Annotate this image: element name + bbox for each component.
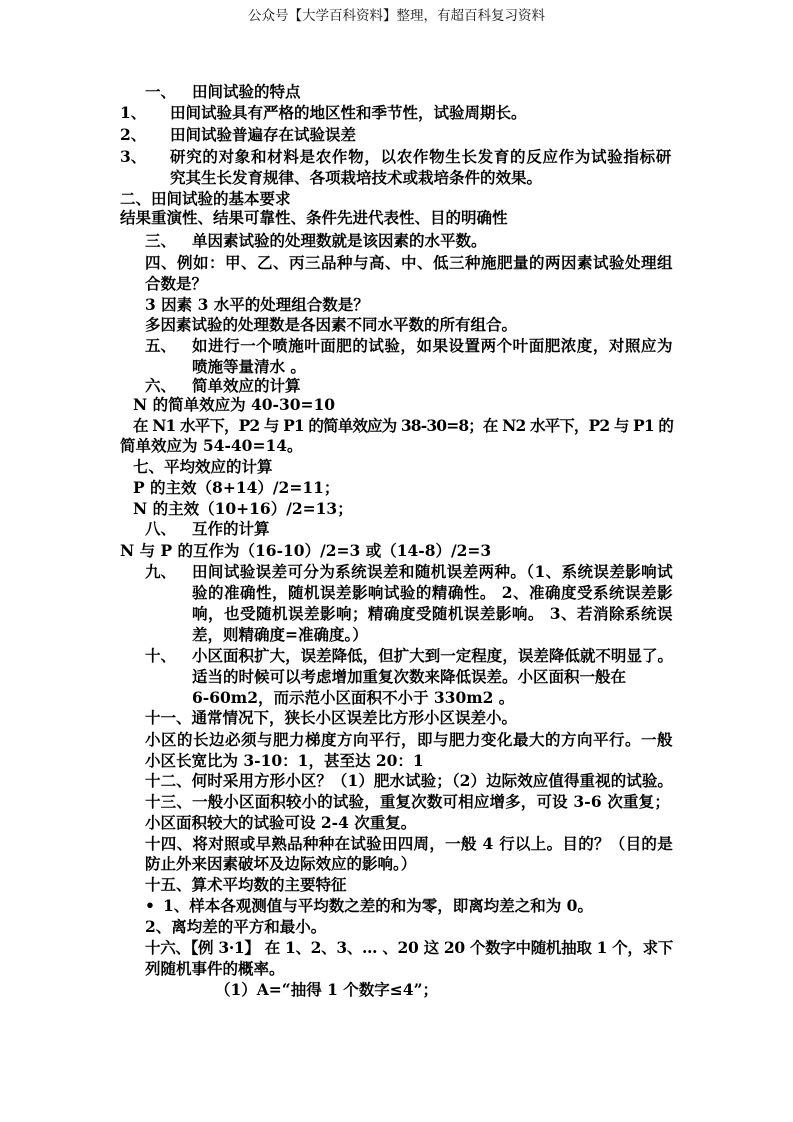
line-number-label: 3、 <box>120 147 147 166</box>
line-number-label: 十、 <box>145 646 177 665</box>
line-text: 十五、算术平均数的主要特征 <box>145 875 347 894</box>
line-text: 简单效应的计算 <box>192 376 301 395</box>
line-text: N 与 P 的互作为（16-10）/2=3 或（14-8）/2=3 <box>120 541 492 560</box>
line-text: 3 因素 3 水平的处理组合数是？ <box>145 295 369 314</box>
line-text: 小区面积扩大，误差降低，但扩大到一定程度，误差降低就不明显了。 <box>192 646 673 665</box>
line-text: 响，也受随机误差影响；精确度受随机误差影响。 3、若消除系统误 <box>192 604 673 623</box>
line-text: 田间试验普遍存在试验误差 <box>170 125 357 144</box>
line-text: 互作的计算 <box>192 519 270 538</box>
line-text: P 的主效（8+14）/2=11； <box>133 478 340 497</box>
line-text: 列随机事件的概率。 <box>145 959 285 978</box>
line-text: 小区的长边必须与肥力梯度方向平行，即与肥力变化最大的方向平行。一般 <box>145 730 673 749</box>
line-number-label: 2、 <box>120 125 147 144</box>
line-number-label: 一、 <box>145 82 177 101</box>
line-text: （1）A=“抽得 1 个数字≤4”； <box>215 980 438 999</box>
line-text: N 的简单效应为 40-30=10 <box>133 395 336 414</box>
line-number-label: 九、 <box>145 562 177 581</box>
line-text: 2、离均差的平方和最小。 <box>145 917 327 936</box>
line-number-label: 六、 <box>145 376 177 395</box>
line-number-label: 八、 <box>145 519 177 538</box>
line-text: 6-60m2，而示范小区面积不小于 330m2 。 <box>192 688 515 707</box>
line-text: 十二、何时采用方形小区？（1）肥水试验；（2）边际效应值得重视的试验。 <box>145 771 673 790</box>
line-text: 十六、【例 3·1】 在 1、2、3、… 、20 这 20 个数字中随机抽取 1 个，求下 <box>145 938 673 957</box>
line-text: 简单效应为 54-40=14。 <box>120 436 303 455</box>
line-text: 七、平均效应的计算 <box>133 457 273 476</box>
line-text: 十三、一般小区面积较小的试验，重复次数可相应增多，可设 3-6 次重复； <box>145 792 670 811</box>
line-text: 田间试验具有严格的地区性和季节性，试验周期长。 <box>170 103 527 122</box>
line-number-label: 1、 <box>120 103 147 122</box>
line-text: 防止外来因素破坏及边际效应的影响。） <box>145 854 417 873</box>
line-text: 适当的时候可以考虑增加重复次数来降低误差。小区面积一般在 <box>192 667 627 686</box>
line-text: 究其生长发育规律、各项栽培技术或栽培条件的效果。 <box>170 168 543 187</box>
line-text: 十四、将对照或早熟品种种在试验田四周，一般 4 行以上。目的？（目的是 <box>145 834 673 853</box>
line-text: 十一、通常情况下，狭长小区误差比方形小区误差小。 <box>145 708 518 727</box>
line-number-label: 三、 <box>145 231 177 250</box>
line-text: 多因素试验的处理数是各因素不同水平数的所有组合。 <box>145 315 518 334</box>
line-number-label: 五、 <box>145 336 177 355</box>
line-text: 1、样本各观测值与平均数之差的和为零，即离均差之和为 0。 <box>163 896 593 915</box>
line-text: 合数是？ <box>145 274 208 293</box>
line-text: 研究的对象和材料是农作物，以农作物生长发育的反应作为试验指标研 <box>170 147 672 166</box>
line-text: 田间试验的特点 <box>192 82 301 101</box>
line-text: 结果重演性、结果可靠性、条件先进代表性、目的明确性 <box>120 208 508 227</box>
line-text: 二、田间试验的基本要求 <box>120 189 291 208</box>
line-text: 小区面积较大的试验可设 2-4 次重复。 <box>145 813 417 832</box>
line-text: 差，则精确度=准确度。） <box>192 625 368 644</box>
line-text: 验的准确性，随机误差影响试验的精确性。 2、准确度受系统误差影 <box>192 583 673 602</box>
line-text: 喷施等量清水 。 <box>192 357 306 376</box>
line-text: 在 N1 水平下，P2 与 P1 的简单效应为 38-30=8；在 N2 水平下，P2 与 P1 的 <box>133 416 673 435</box>
line-text: 单因素试验的处理数就是该因素的水平数。 <box>192 231 487 250</box>
line-text: 如进行一个喷施叶面肥的试验，如果设置两个叶面肥浓度，对照应为 <box>192 336 673 355</box>
page-header: 公众号【大学百科资料】整理，有超百科复习资料 <box>248 8 545 24</box>
line-text: 四、例如：甲、乙、丙三品种与高、中、低三种施肥量的两因素试验处理组 <box>145 253 673 272</box>
line-text: 田间试验误差可分为系统误差和随机误差两种。（1、系统误差影响试 <box>192 562 673 581</box>
line-text: N 的主效（10+16）/2=13； <box>133 499 353 518</box>
line-text: 小区长宽比为 3-10：1，甚至达 20：1 <box>145 751 424 770</box>
line-number-label: • <box>145 896 155 915</box>
